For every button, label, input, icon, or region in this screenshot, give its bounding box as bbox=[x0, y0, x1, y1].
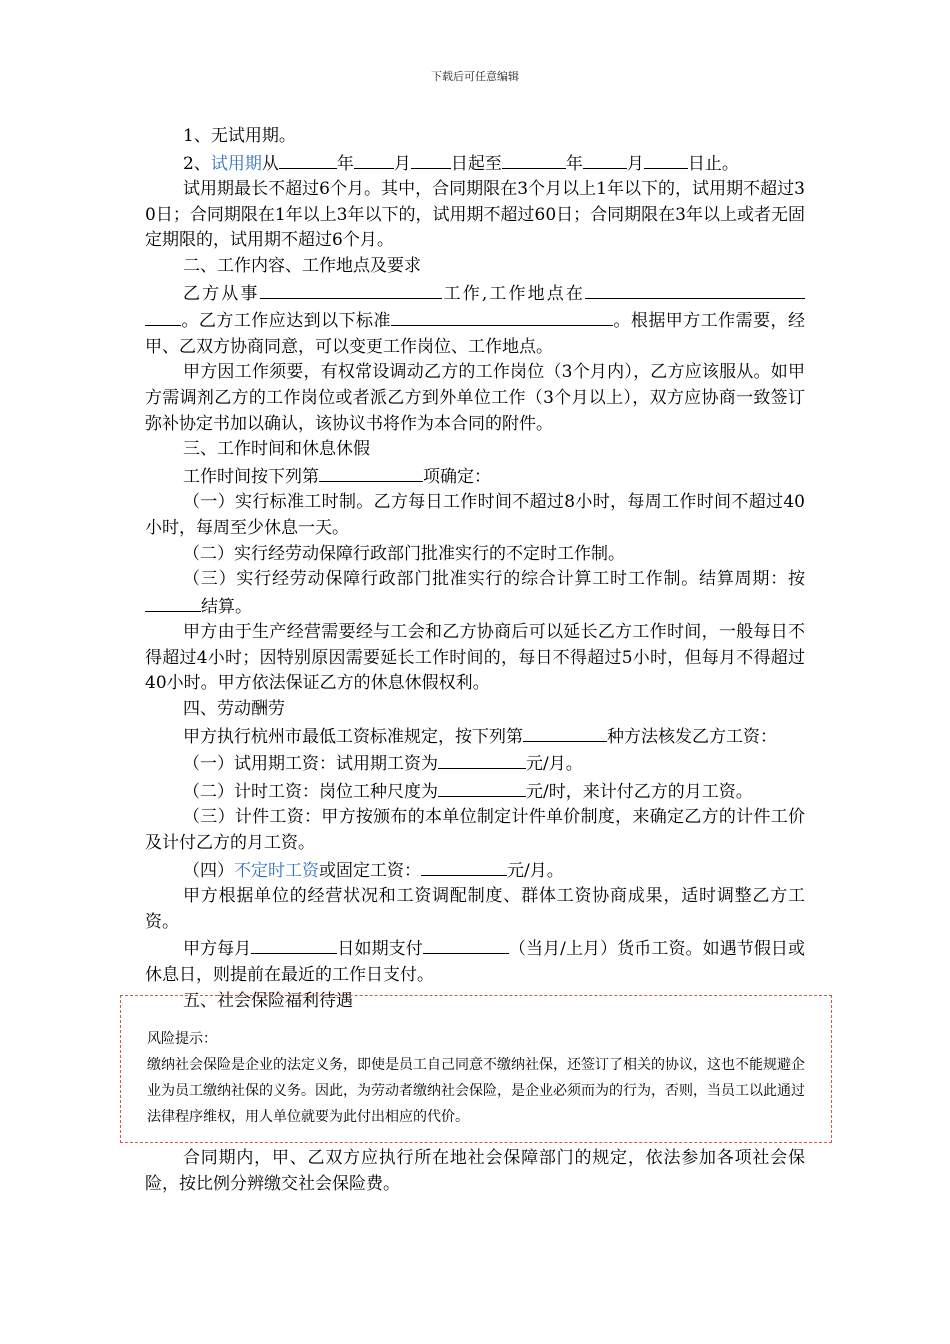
fixed-wage-clause: （四）不定时工资或固定工资： 元/月。 bbox=[145, 857, 805, 885]
blank-field[interactable] bbox=[523, 723, 607, 742]
blank-field[interactable] bbox=[421, 857, 507, 876]
clause-no-probation: 1、无试用期。 bbox=[183, 126, 296, 146]
blank-field[interactable] bbox=[354, 150, 394, 169]
overtime-clause: 甲方由于生产经营需要经与工会和乙方协商后可以延长乙方工作时间，一般每日不得超过4小时；因特别原因需要延长工作时间的，每日不得超过5小时，但每月不得超过40小时。甲方依法保证乙方的休息休假权利。 bbox=[145, 622, 805, 694]
blank-field[interactable] bbox=[279, 150, 337, 169]
hourly-wage-clause: （二）计时工资：岗位工种尺度为 元/时，来计付乙方的月工资。 bbox=[145, 778, 805, 806]
probation-wage-clause: （一）试用期工资：试用期工资为 元/月。 bbox=[145, 750, 805, 778]
blank-field[interactable] bbox=[145, 307, 181, 326]
blank-field[interactable] bbox=[423, 935, 509, 954]
page-header-note: 下载后可任意编辑 bbox=[431, 70, 519, 83]
section-heading-4: 四、劳动酬劳 bbox=[183, 699, 285, 720]
probation-link[interactable]: 试用期 bbox=[210, 153, 262, 174]
comprehensive-hours-clause: （三）实行经劳动保障行政部门批准实行的综合计算工时工作制。结算周期：按结算。 bbox=[145, 567, 805, 620]
section-heading-3: 三、工作时间和休息休假 bbox=[183, 439, 370, 460]
blank-field[interactable] bbox=[391, 307, 613, 326]
piece-wage-clause: （三）计件工资：甲方按颁布的本单位制定计件单价制度，来确定乙方的计件工价及计付乙方的月工资。 bbox=[145, 807, 805, 854]
wage-adjust-clause: 甲方根据单位的经营状况和工资调配制度、群体工资协商成果，适时调整乙方工资。 bbox=[145, 886, 805, 932]
work-time-select: 工作时间按下列第 项确定： bbox=[145, 463, 805, 491]
blank-field[interactable] bbox=[585, 280, 805, 299]
blank-field[interactable] bbox=[583, 150, 627, 169]
flexible-hours-clause: （二）实行经劳动保障行政部门批准实行的不定时工作制。 bbox=[183, 543, 625, 564]
risk-body: 缴纳社会保险是企业的法定义务，即使是员工自己同意不缴纳社保，还签订了相关的协议，这也不能规避企业为员工缴纳社保的义务。因此，为劳动者缴纳社会保险，是企业必须而为的行为，否则，当员工以此通过法律程序维权，用人单位就要为此付出相应的代价。 bbox=[147, 1057, 805, 1125]
blank-field[interactable] bbox=[438, 778, 526, 797]
payday-clause: 甲方每月 日如期支付 （当月/上月）货币工资。如遇节假日或休息日，则提前在最近的工作日支付。 bbox=[145, 935, 805, 988]
contract-body-continued bbox=[145, 1146, 805, 1197]
section-heading-5: 五、社会保险福利待遇 bbox=[183, 990, 353, 1011]
standard-hours-clause: （一）实行标准工时制。乙方每日工作时间不超过8小时，每周工作时间不超过40小时，每周至少休息一天。 bbox=[145, 492, 805, 538]
risk-warning-box bbox=[120, 995, 832, 1143]
blank-field[interactable] bbox=[251, 935, 337, 954]
risk-title: 风险提示： bbox=[147, 1031, 217, 1047]
section-heading-2: 二、工作内容、工作地点及要求 bbox=[183, 255, 421, 276]
blank-field[interactable] bbox=[319, 463, 423, 482]
clause-probation-period: 2、试用期从 年 月 日起至 年 月 日止。 bbox=[145, 150, 805, 178]
social-insurance-clause: 合同期内，甲、乙双方应执行所在地社会保障部门的规定，依法参加各项社会保险，按比例分辨缴交社会保险费。 bbox=[145, 1148, 805, 1194]
blank-field[interactable] bbox=[502, 150, 566, 169]
blank-field[interactable] bbox=[644, 150, 688, 169]
contract-body bbox=[145, 124, 805, 1014]
wage-method-clause: 甲方执行杭州市最低工资标准规定，按下列第 种方法核发乙方工资： bbox=[145, 723, 805, 751]
blank-field[interactable] bbox=[438, 750, 526, 769]
blank-field[interactable] bbox=[260, 280, 442, 299]
blank-field[interactable] bbox=[411, 150, 451, 169]
job-adjust-clause: 甲方因工作须要，有权常设调动乙方的工作岗位（3个月内），乙方应该服从。如甲方需调剂乙方的工作岗位或者派乙方到外单位工作（3个月以上），双方应协商一致签订弥补协定书加以确认，该协议书将作为本合同的附件。 bbox=[145, 362, 805, 434]
probation-limits: 试用期最长不超过6个月。其中，合同期限在3个月以上1年以下的，试用期不超过30日；合同期限在1年以上3年以下的，试用期不超过60日；合同期限在3年以上或者无固定期限的，试用期不超过6个月。 bbox=[145, 179, 805, 251]
job-content-clause: 乙方从事 工作,工作地点在。乙方工作应达到以下标准 。根据甲方工作需要，经甲、乙双方协商同意，可以变更工作岗位、工作地点。 bbox=[145, 280, 805, 361]
flexible-wage-link[interactable]: 不定时工资 bbox=[234, 860, 319, 881]
blank-field[interactable] bbox=[145, 593, 201, 612]
